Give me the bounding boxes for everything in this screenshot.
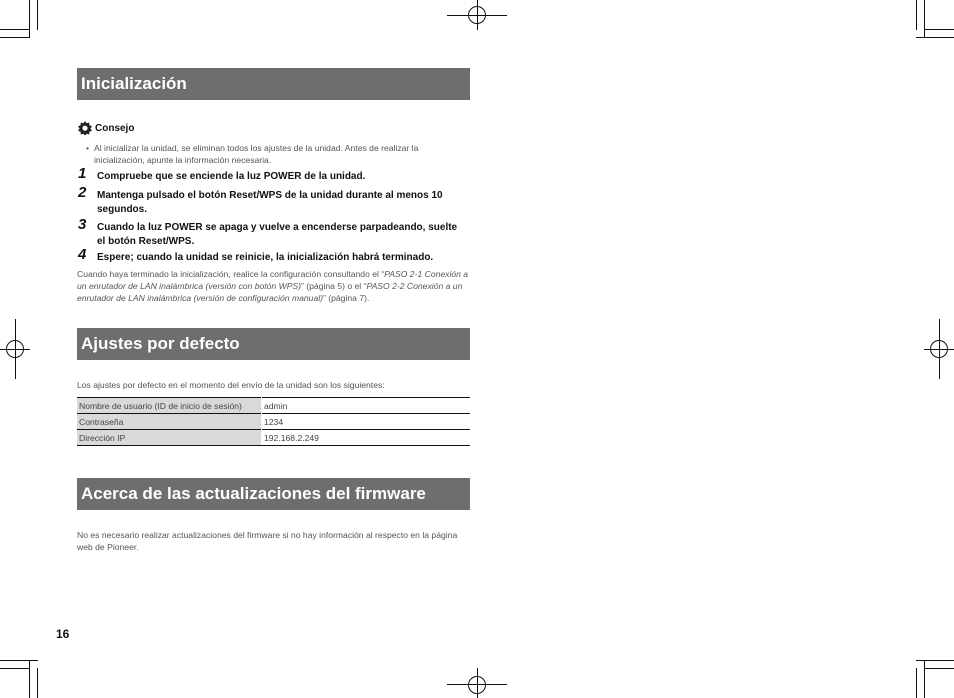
step-text: Mantenga pulsado el botón Reset/WPS de la unidad durante al menos 10 segundos. bbox=[97, 190, 443, 215]
table-value: 192.168.2.249 bbox=[262, 430, 471, 446]
link-paso-2-1: PASO 2-1 Conexión a un enrutador de LAN inalámbrica (versión con botón WPS) bbox=[77, 269, 469, 291]
step-text: Cuando la luz POWER se apaga y vuelve a encenderse parpadeando, suelte el botón Reset/WPS. bbox=[97, 222, 458, 247]
step-1 bbox=[78, 165, 468, 184]
table-label: Dirección IP bbox=[77, 430, 262, 446]
step-text: Compruebe que se enciende la luz POWER de la unidad. bbox=[97, 171, 366, 182]
table-row bbox=[77, 398, 470, 414]
after-init-text: ” (página 7). bbox=[323, 293, 370, 303]
step-text: Espere; cuando la unidad se reinicie, la inicialización habrá terminado. bbox=[97, 252, 434, 263]
table-label: Nombre de usuario (ID de inicio de sesión) bbox=[77, 398, 262, 414]
defaults-intro: Los ajustes por defecto en el momento del envío de la unidad son los siguientes: bbox=[77, 380, 385, 390]
step-number: 2 bbox=[78, 184, 87, 201]
tip-title: Consejo bbox=[95, 122, 135, 134]
table-label: Contraseña bbox=[77, 414, 262, 430]
section-heading-firmware: Acerca de las actualizaciones del firmware bbox=[77, 478, 470, 510]
bullet-dot: • bbox=[86, 143, 90, 153]
step-3 bbox=[78, 216, 468, 249]
tip-bullet-text: Al inicializar la unidad, se eliminan todos los ajustes de la unidad. Antes de realizar la inicialización, apunte la información necesaria. bbox=[94, 143, 419, 165]
table-value: 1234 bbox=[262, 414, 471, 430]
step-number: 4 bbox=[78, 246, 87, 263]
after-init-paragraph bbox=[77, 268, 469, 304]
step-4 bbox=[78, 246, 468, 265]
tip-badge-icon bbox=[78, 121, 92, 135]
after-init-text: ” (página 5) o el “ bbox=[301, 281, 367, 291]
table-row bbox=[77, 414, 470, 430]
section-heading-ajustes: Ajustes por defecto bbox=[77, 328, 470, 360]
after-init-text: Cuando haya terminado la inicialización, realice la configuración consultando el “ bbox=[77, 269, 385, 279]
firmware-paragraph: No es necesario realizar actualizaciones del firmware si no hay información al respecto en la página web de Pioneer. bbox=[77, 530, 458, 552]
page-number: 16 bbox=[56, 627, 70, 641]
step-number: 3 bbox=[78, 216, 87, 233]
section-heading-inicializacion: Inicialización bbox=[77, 68, 470, 100]
step-2 bbox=[78, 184, 468, 217]
step-number: 1 bbox=[78, 165, 87, 182]
link-paso-2-2: PASO 2-2 Conexión a un enrutador de LAN inalámbrica (versión de configuración manual) bbox=[77, 281, 463, 303]
defaults-table bbox=[77, 397, 470, 446]
table-value: admin bbox=[262, 398, 471, 414]
tip-bullet bbox=[86, 142, 456, 166]
table-row bbox=[77, 430, 470, 446]
tip-heading bbox=[78, 121, 134, 135]
